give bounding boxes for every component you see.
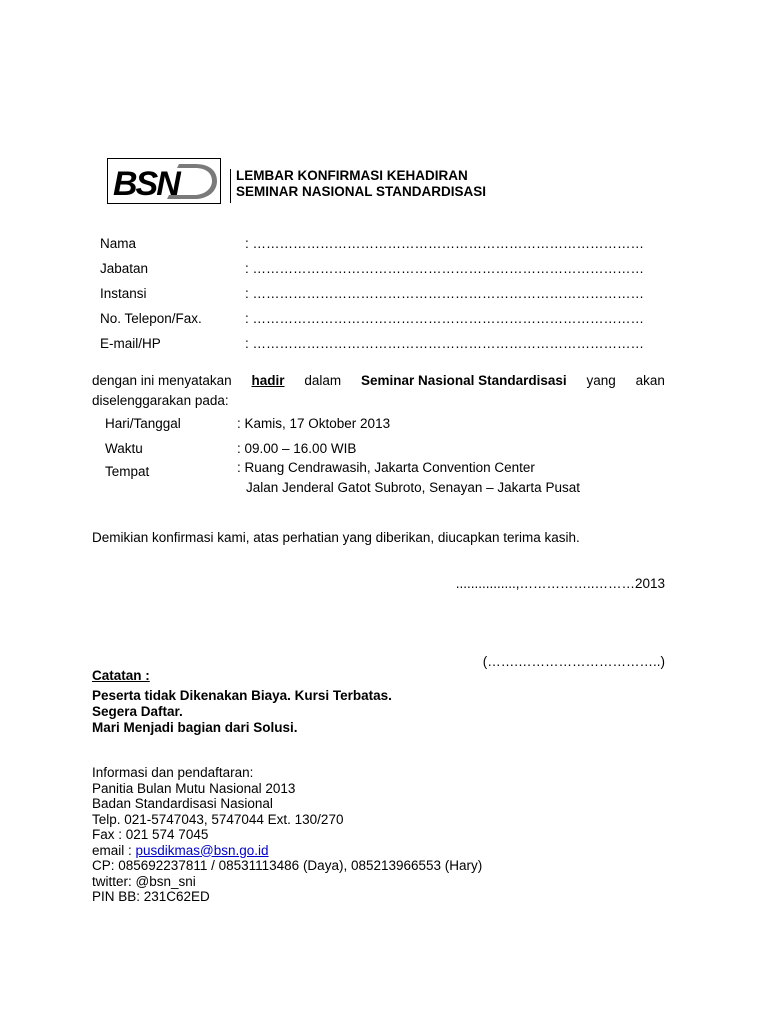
statement-event-name: Seminar Nasional Standardisasi — [361, 373, 567, 388]
field-input-jabatan[interactable]: : …………………………………………………………………………… — [245, 261, 645, 276]
bsn-logo — [107, 158, 221, 204]
event-label-time: Waktu — [105, 441, 143, 456]
event-value-date: : Kamis, 17 Oktober 2013 — [237, 416, 391, 431]
event-label-date: Hari/Tanggal — [105, 416, 181, 431]
info-phone: Telp. 021-5747043, 5747044 Ext. 130/270 — [92, 811, 344, 827]
field-label-instansi: Instansi — [100, 286, 147, 301]
info-line: Panitia Bulan Mutu Nasional 2013 — [92, 780, 296, 796]
header-separator — [230, 169, 231, 203]
field-label-nama: Nama — [100, 236, 137, 251]
form-title — [236, 168, 486, 200]
info-contact-persons: CP: 085692237811 / 08531113486 (Daya), 085213966553 (Hary) — [92, 858, 483, 873]
field-input-telepon[interactable]: : …………………………………………………………………………… — [245, 311, 645, 326]
field-label-email: E-mail/HP — [100, 336, 161, 351]
event-value-time: : 09.00 – 16.00 WIB — [237, 441, 357, 456]
notes-line-3: Mari Menjadi bagian dari Solusi. — [92, 720, 298, 735]
statement-line-2: diselenggarakan pada: — [92, 393, 229, 408]
info-twitter: twitter: @bsn_sni — [92, 873, 196, 889]
field-label-telepon: No. Telepon/Fax. — [100, 311, 202, 326]
info-email-line — [92, 843, 482, 859]
field-label-jabatan: Jabatan — [100, 261, 149, 276]
info-line: Badan Standardisasi Nasional — [92, 796, 273, 811]
notes-heading — [92, 668, 150, 684]
info-line: Informasi dan pendaftaran: — [92, 765, 254, 780]
statement-word: dalam — [304, 373, 342, 388]
notes-line-2: Segera Daftar. — [92, 704, 183, 719]
logo-text: BSN — [113, 165, 179, 203]
title-line-1: LEMBAR KONFIRMASI KEHADIRAN — [236, 168, 468, 183]
field-input-instansi[interactable]: : …………………………………………………………………………… — [245, 286, 645, 301]
statement-hadir: hadir — [251, 373, 285, 388]
email-label: email : — [92, 842, 136, 858]
info-pin-bb: PIN BB: 231C62ED — [92, 889, 210, 904]
statement-line-1 — [92, 373, 665, 388]
event-label-place: Tempat — [105, 464, 150, 479]
field-input-email[interactable]: : …………………………………………………………………………… — [245, 336, 645, 351]
signature-line[interactable]: (…….…………………………..) — [482, 654, 665, 669]
info-fax: Fax : 021 574 7045 — [92, 827, 209, 842]
date-line[interactable]: ................,……………..………2013 — [455, 576, 665, 591]
statement-word: dengan ini menyatakan — [92, 373, 232, 388]
notes-line-1: Peserta tidak Dikenakan Biaya. Kursi Terbatas. — [92, 688, 392, 703]
info-block — [92, 765, 482, 905]
notes-heading-text: Catatan : — [92, 668, 150, 683]
email-link[interactable]: pusdikmas@bsn.go.id — [135, 842, 269, 858]
event-value-place: : Ruang Cendrawasih, Jakarta Convention Center — [237, 460, 535, 475]
statement-word: yang — [586, 373, 616, 388]
event-value-place-address: Jalan Jenderal Gatot Subroto, Senayan – Jakarta Pusat — [246, 480, 580, 495]
closing-text: Demikian konfirmasi kami, atas perhatian yang diberikan, diucapkan terima kasih. — [92, 530, 580, 545]
statement-word: akan — [635, 373, 665, 388]
field-input-nama[interactable]: : …………………………………………………………………………… — [245, 236, 645, 251]
title-line-2: SEMINAR NASIONAL STANDARDISASI — [236, 184, 487, 199]
